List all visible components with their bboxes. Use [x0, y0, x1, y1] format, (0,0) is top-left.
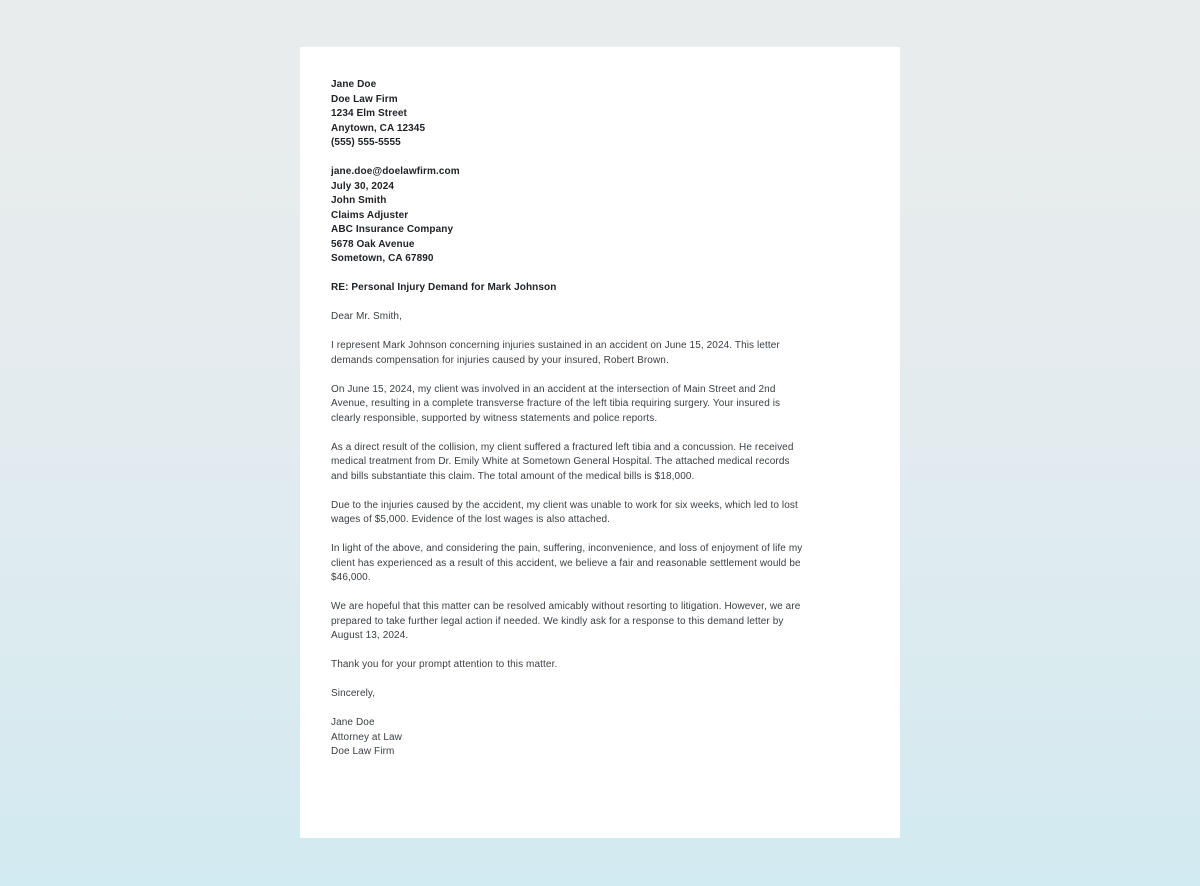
signer-name: Jane Doe: [331, 717, 375, 728]
letter-page: [300, 47, 900, 838]
sender-name: Jane Doe: [331, 79, 377, 90]
subject-line: RE: Personal Injury Demand for Mark Johnson: [331, 282, 557, 293]
sender-phone: (555) 555-5555: [331, 137, 401, 148]
paragraph-injuries-medical: As a direct result of the collision, my client suffered a fractured left tibia and a concussion. He received medical treatment from Dr. Emily White at Sometown General Hospital. The attached medical records and bills substantiate this claim. The total amount of the medical bills is $18,000.: [331, 441, 794, 482]
letter-content: [300, 47, 900, 760]
paragraph-introduction: I represent Mark Johnson concerning injuries sustained in an accident on June 15, 2024. This letter demands compensation for injuries caused by your insured, Robert Brown.: [331, 340, 780, 366]
sender-city: Anytown, CA 12345: [331, 122, 426, 134]
closing: Sincerely,: [331, 688, 376, 699]
signer-firm: Doe Law Firm: [331, 746, 395, 757]
recipient-city: Sometown, CA 67890: [331, 253, 434, 264]
signer-title: Attorney at Law: [331, 731, 402, 743]
sender-firm: Doe Law Firm: [331, 93, 398, 105]
recipient-title: Claims Adjuster: [331, 209, 409, 221]
recipient-block: [331, 165, 809, 267]
recipient-company: ABC Insurance Company: [331, 224, 454, 235]
paragraph-thank-you: Thank you for your prompt attention to this matter.: [331, 659, 558, 670]
recipient-street: 5678 Oak Avenue: [331, 238, 415, 250]
paragraph-settlement-demand: In light of the above, and considering the pain, suffering, inconvenience, and loss of enjoyment of life my client has experienced as a result of this accident, we believe a fair and reasonable settlement would be $46,000.: [331, 543, 803, 583]
sender-email: jane.doe@doelawfirm.com: [331, 166, 460, 177]
paragraph-accident-details: On June 15, 2024, my client was involved in an accident at the intersection of Main Street and 2nd Avenue, resulting in a complete transverse fracture of the left tibia requiring surgery. Your insured is clearly responsible, supported by witness statements and police reports.: [331, 383, 781, 424]
recipient-name: John Smith: [331, 195, 387, 206]
paragraph-lost-wages: Due to the injuries caused by the accident, my client was unable to work for six weeks, which led to lost wages of $5,000. Evidence of the lost wages is also attached.: [331, 499, 798, 525]
letter-date: July 30, 2024: [331, 180, 395, 192]
sender-street: 1234 Elm Street: [331, 108, 407, 119]
signature-block: [331, 716, 809, 760]
sender-block: [331, 78, 809, 151]
salutation: Dear Mr. Smith,: [331, 311, 402, 322]
paragraph-response-deadline: We are hopeful that this matter can be resolved amicably without resorting to litigation. However, we are prepared to take further legal action if needed. We kindly ask for a response to this demand letter by August 13, 2024.: [331, 601, 801, 641]
